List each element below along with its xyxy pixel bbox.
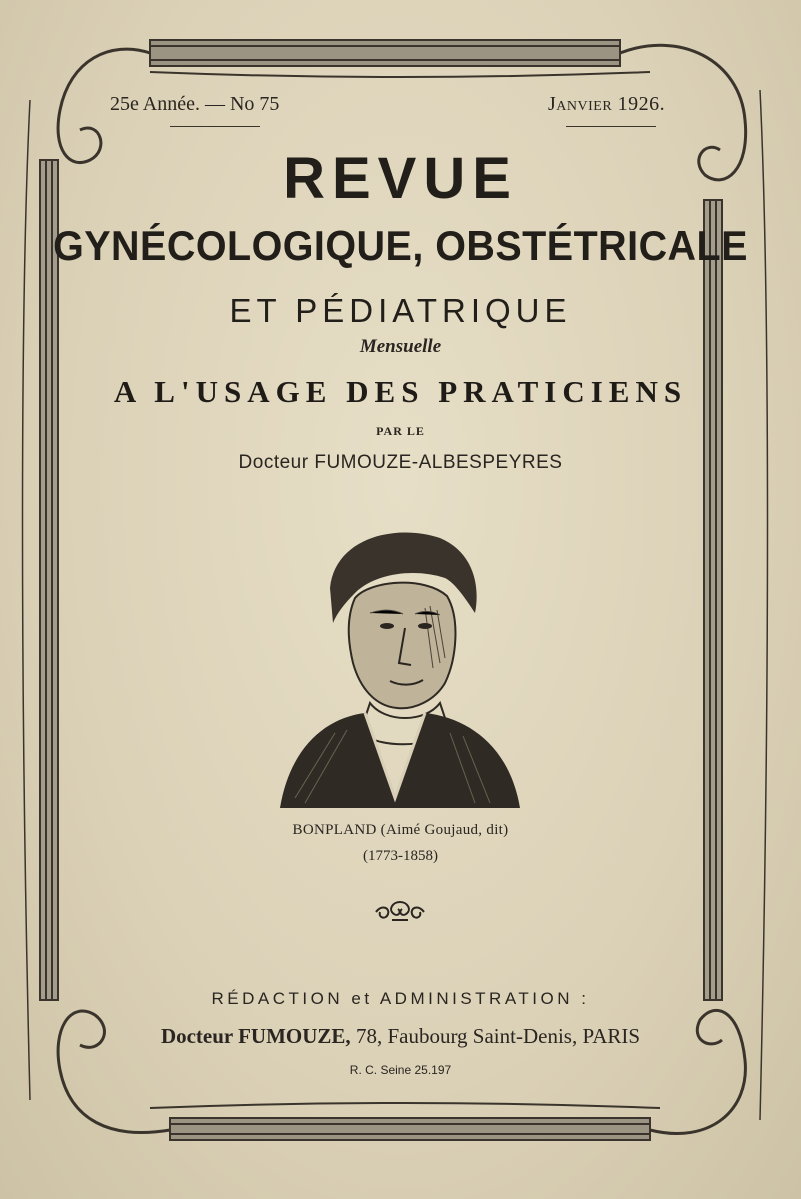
issue-date: Janvier 1926. xyxy=(548,93,666,115)
by-line: PAR LE xyxy=(376,424,425,438)
address-name: Docteur FUMOUZE, xyxy=(160,1024,351,1048)
audience-line: A L'USAGE DES PRATICIENS xyxy=(113,374,688,409)
registry-number: R. C. Seine 25.197 xyxy=(349,1063,452,1077)
portrait-engraving xyxy=(275,518,525,818)
title-line-3: ET PÉDIATRIQUE xyxy=(229,292,572,329)
address-rest: 78, Faubourg Saint-Denis, PARIS xyxy=(350,1024,641,1048)
author-line: Docteur FUMOUZE-ALBESPEYRES xyxy=(238,452,563,473)
subtitle: Mensuelle xyxy=(359,336,442,357)
header-rule-left xyxy=(170,126,260,127)
address-line xyxy=(0,1024,801,1049)
title-line-1: REVUE xyxy=(283,146,518,211)
fleuron-ornament xyxy=(370,898,430,924)
header-rule-right xyxy=(566,126,656,127)
title-line-2: GYNÉCOLOGIQUE, OBSTÉTRICALE xyxy=(53,222,748,269)
redaction-line: RÉDACTION et ADMINISTRATION : xyxy=(211,989,590,1008)
portrait-caption: BONPLAND (Aimé Goujaud, dit) xyxy=(292,822,509,838)
portrait-dates: (1773-1858) xyxy=(363,848,438,864)
issue-number: 25e Année. — No 75 xyxy=(110,93,280,115)
